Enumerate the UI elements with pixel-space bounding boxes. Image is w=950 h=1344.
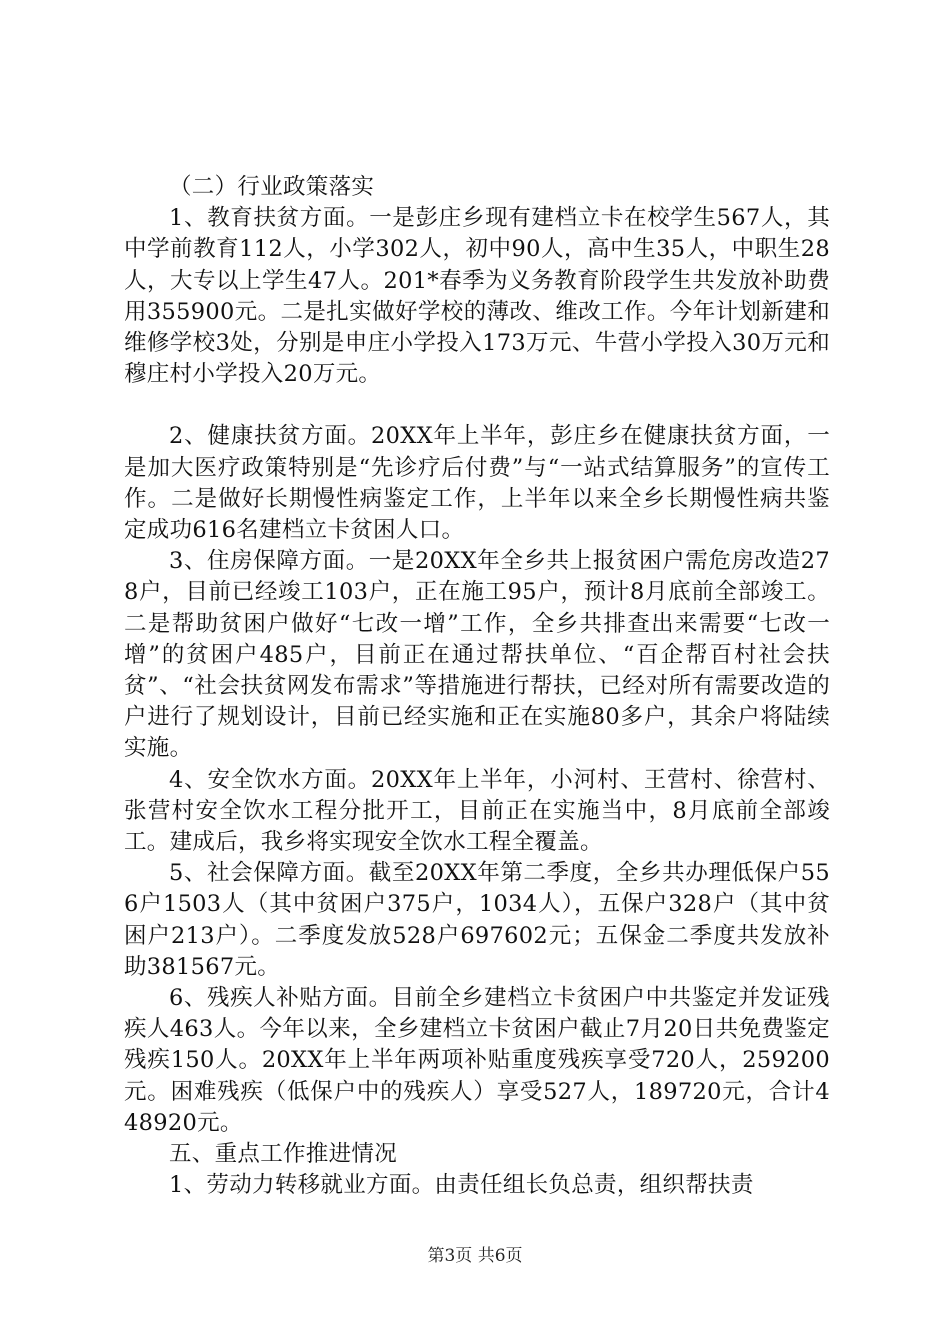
paragraph-labor: 1、劳动力转移就业方面。由责任组长负总责，组织帮扶责 [169,1172,754,1199]
paragraph-water: 4、安全饮水方面。20XX年上半年，小河村、王营村、徐营村、张营村安全饮水工程分批开工，目前正在实施当中，8月底前全部竣工。建成后，我乡将实现安全饮水工程全覆盖。 [124,766,830,856]
page-footer: 第3页 共6页 [427,1246,523,1266]
document-body [124,172,830,1202]
section-heading-key-work: 五、重点工作推进情况 [169,1141,398,1168]
paragraph-housing: 3、住房保障方面。一是20XX年全乡共上报贫困户需危房改造278户，目前已经竣工103户，正在施工95户，预计8月底前全部竣工。二是帮助贫困户做好“七改一增”工作，全乡共排查出来需要“七改一增”的贫困户485户，目前正在通过帮扶单位、“百企帮百村社会扶贫”、“社会扶贫网发布需求”等措施进行帮扶，已经对所有需要改造的户进行了规划设计，目前已经实施和正在实施80多户，其余户将陆续实施。 [124,548,830,762]
paragraph-disability: 6、残疾人补贴方面。目前全乡建档立卡贫困户中共鉴定并发证残疾人463人。今年以来，全乡建档立卡贫困户截止7月20日共免费鉴定残疾150人。20XX年上半年两项补贴重度残疾享受720人，259200元。困难残疾（低保户中的残疾人）享受527人，189720元，合计448920元。 [124,985,830,1136]
paragraph-education: 1、教育扶贫方面。一是彭庄乡现有建档立卡在校学生567人，其中学前教育112人，小学302人，初中90人，高中生35人，中职生28人，大专以上学生47人。201*春季为义务教育阶段学生共发放补助费用355900元。二是扎实做好学校的薄改、维改工作。今年计划新建和维修学校3处，分别是申庄小学投入173万元、牛营小学投入30万元和穆庄村小学投入20万元。 [124,205,830,388]
paragraph-social-security: 5、社会保障方面。截至20XX年第二季度，全乡共办理低保户556户1503人（其中贫困户375户，1034人），五保户328户（其中贫困户213户）。二季度发放528户697602元；五保金二季度共发放补助381567元。 [124,860,830,980]
section-heading-industry-policy: （二）行业政策落实 [169,174,375,200]
paragraph-health: 2、健康扶贫方面。20XX年上半年，彭庄乡在健康扶贫方面，一是加大医疗政策特别是“先诊疗后付费”与“一站式结算服务”的宣传工作。二是做好长期慢性病鉴定工作，上半年以来全乡长期慢性病共鉴定成功616名建档立卡贫困人口。 [124,423,830,544]
